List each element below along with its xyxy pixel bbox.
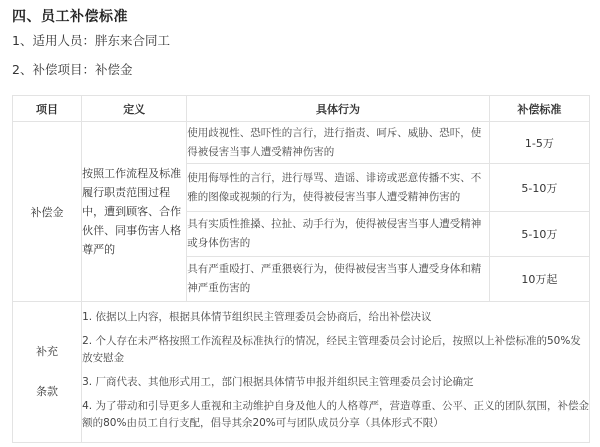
header-behavior: 具体行为 <box>187 96 490 122</box>
applicable-personnel: 1、适用人员：胖东来合同工 <box>12 33 170 48</box>
supplement-item: 1. 依据以上内容，根据具体情节组织民主管理委员会协商后，给出补偿决议 <box>82 311 432 323</box>
compensation-item: 2、补偿项目：补偿金 <box>12 62 133 77</box>
item-cell: 补偿金 <box>13 122 82 302</box>
compensation-cell: 5-10万 <box>489 212 589 257</box>
supplement-row <box>13 302 590 443</box>
behavior-cell: 使用侮辱性的言行，进行辱骂、造谣、诽谤或恶意传播不实、不雅的图像或视频的行为，使得被侵害当事人遭受精神伤害的 <box>187 164 490 212</box>
behavior-cell: 具有严重殴打、严重猥亵行为，使得被侵害当事人遭受身体和精神严重伤害的 <box>187 257 490 302</box>
header-definition: 定义 <box>82 96 187 122</box>
table-row <box>13 122 590 164</box>
behavior-cell: 具有实质性推搡、拉扯、动手行为，使得被侵害当事人遭受精神或身体伤害的 <box>187 212 490 257</box>
compensation-cell: 10万起 <box>489 257 589 302</box>
supplement-label-line2: 条款 <box>36 385 59 398</box>
header-compensation: 补偿标准 <box>489 96 589 122</box>
definition-cell: 按照工作流程及标准履行职责范围过程中，遭到顾客、合作伙伴、同事伤害人格尊严的 <box>82 122 187 302</box>
compensation-cell: 5-10万 <box>489 164 589 212</box>
supplement-label-cell <box>13 302 82 443</box>
supplement-item: 4. 为了带动和引导更多人重视和主动维护自身及他人的人格尊严，营造尊重、公平、正义的团队氛围，补偿金额的80%由员工自行支配，倡导其余20%可与团队成员分享（具体形式不限） <box>82 400 589 429</box>
supplement-item: 2. 个人存在未严格按照工作流程及标准执行的情况，经民主管理委员会讨论后，按照以上补偿标准的50%发放安慰金 <box>82 335 581 364</box>
header-item: 项目 <box>13 96 82 122</box>
compensation-cell: 1-5万 <box>489 122 589 164</box>
section-title: 四、员工补偿标准 <box>12 9 128 25</box>
behavior-cell: 使用歧视性、恐吓性的言行，进行指责、呵斥、威胁、恐吓，使得被侵害当事人遭受精神伤害的 <box>187 122 490 164</box>
supplement-item: 3. 厂商代表、其他形式用工，部门根据具体情节申报并组织民主管理委员会讨论确定 <box>82 376 474 388</box>
supplement-content-cell <box>82 302 590 443</box>
supplement-label-line1: 补充 <box>36 345 59 358</box>
compensation-standard-table <box>12 95 590 443</box>
table-header-row <box>13 96 590 122</box>
